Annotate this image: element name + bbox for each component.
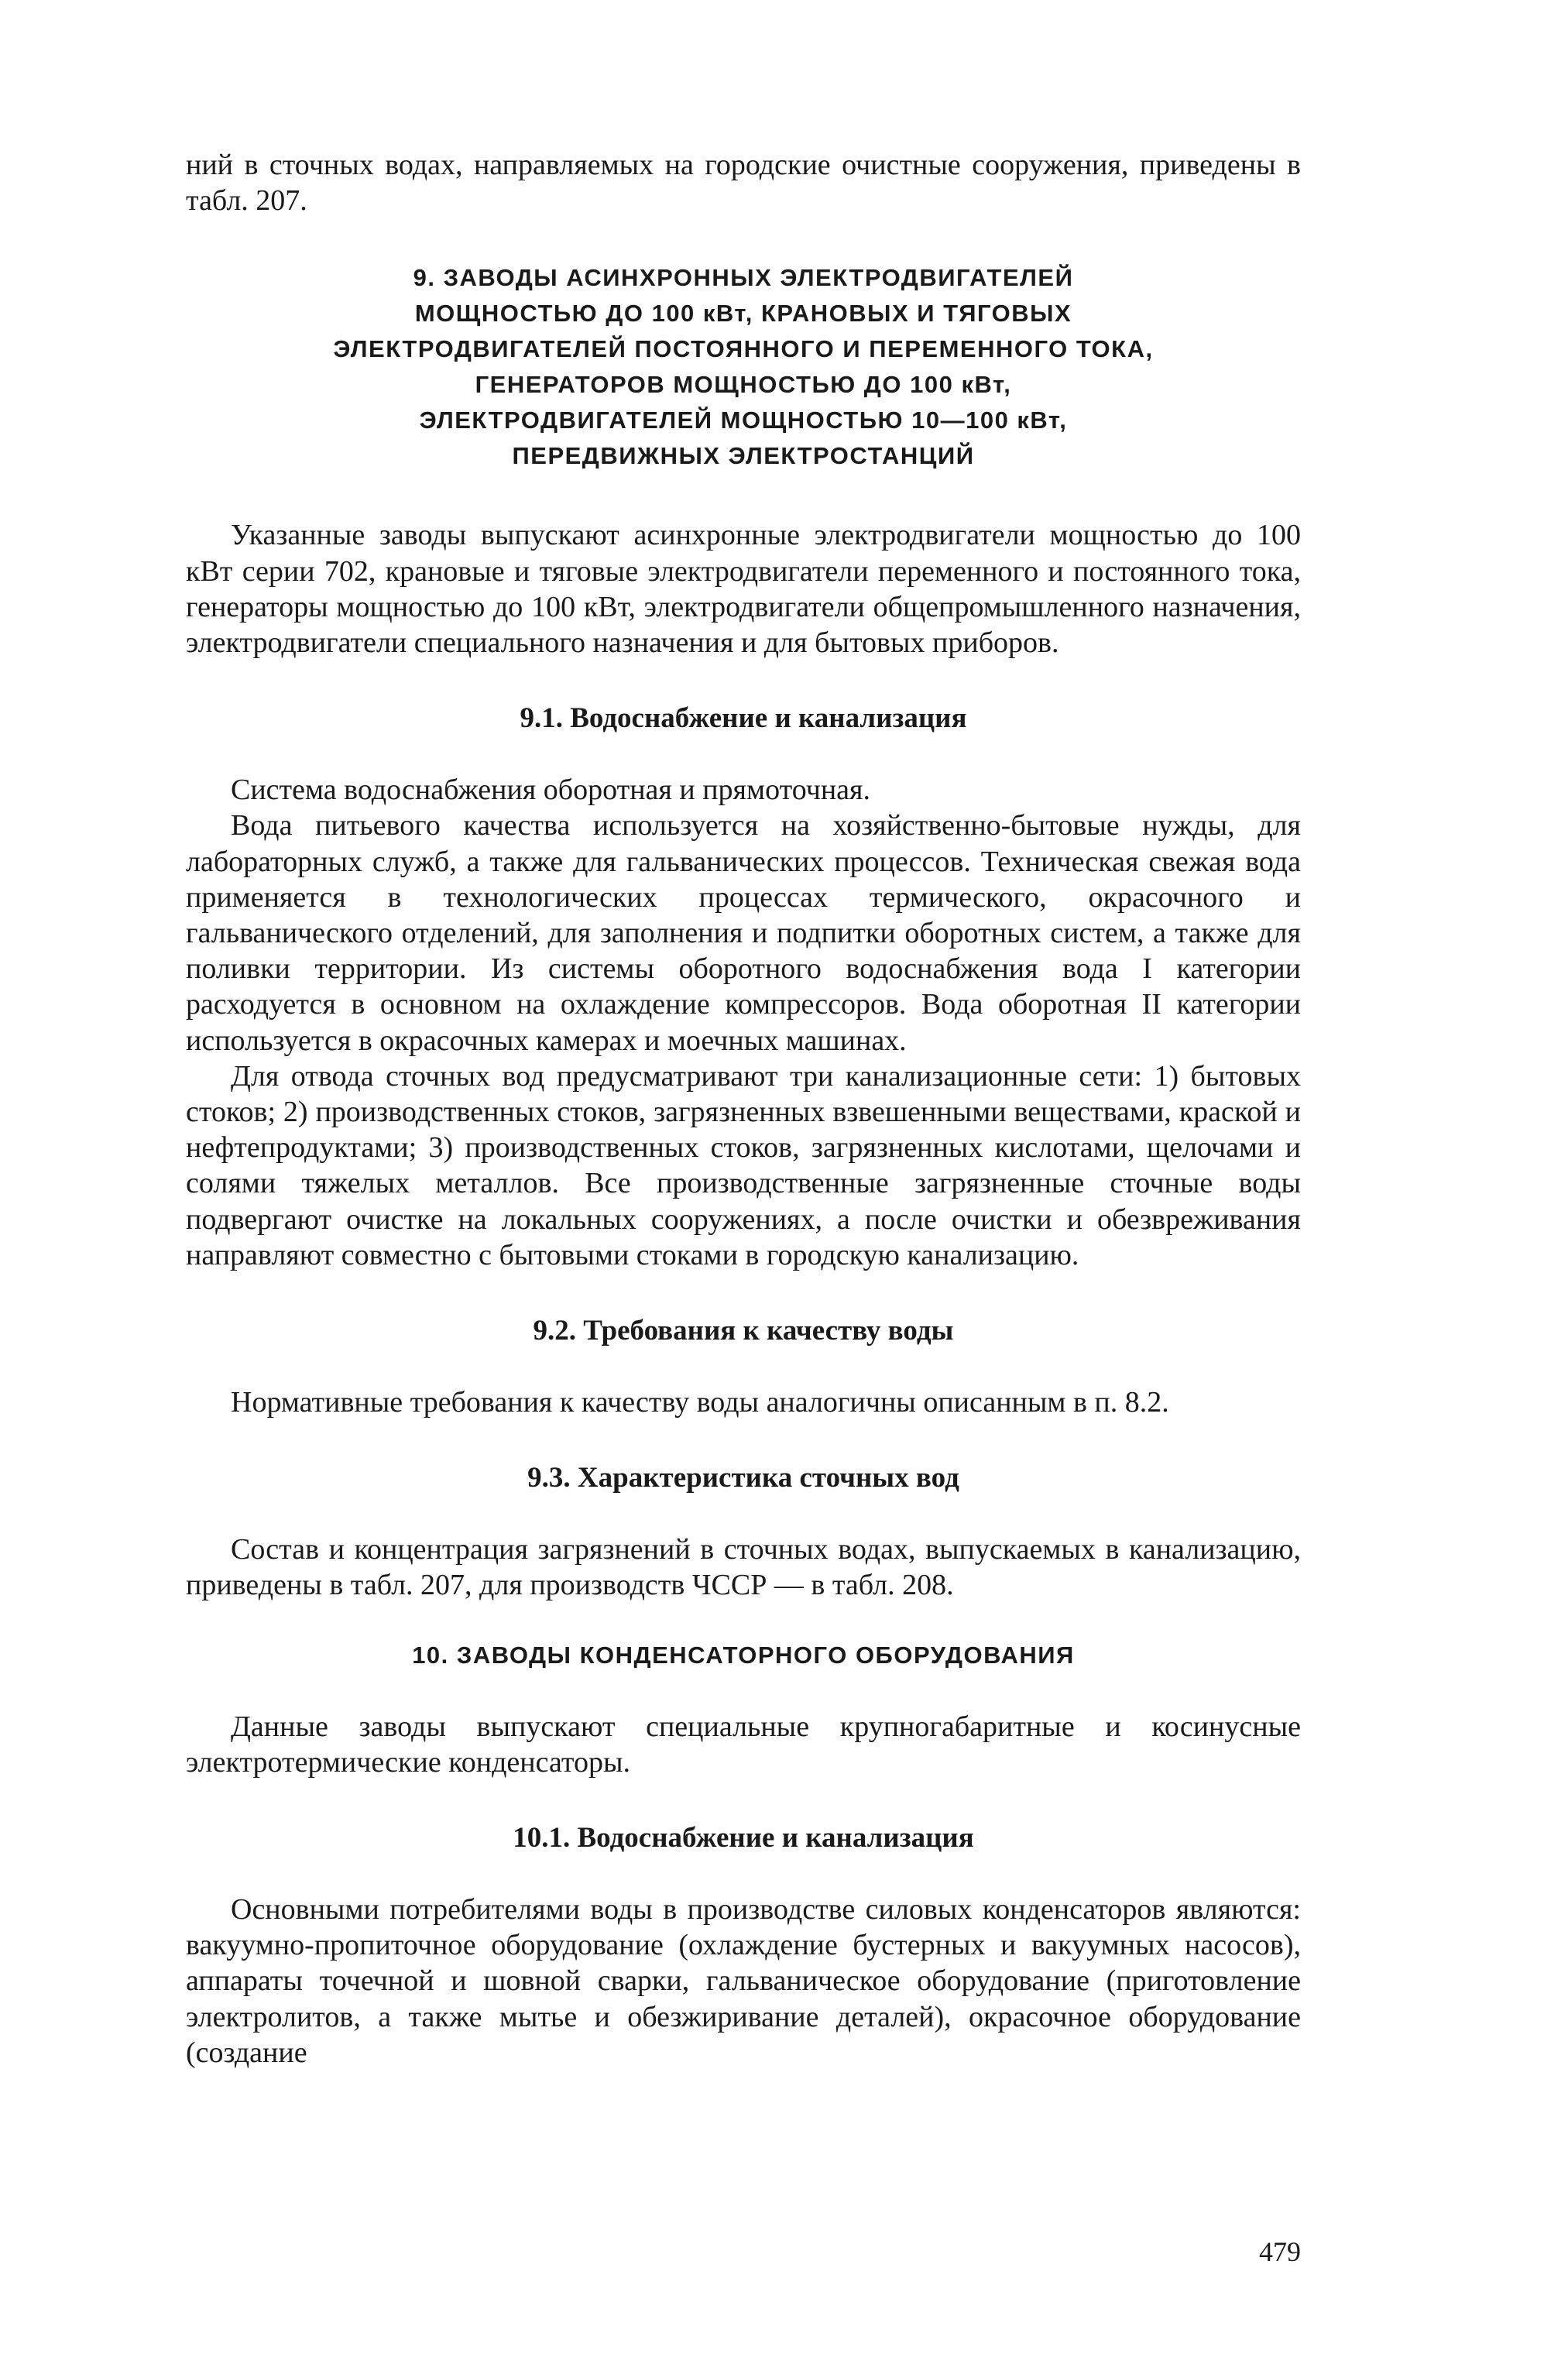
- section-9-1-paragraph-2: Вода питьевого качества используется на хозяйственно-бытовые нужды, для лабораторных служб, а также для гальванических процессов. Техническая свежая вода применяется в технологических процессах термического, окрасочного и гальванического отделений, для заполнения и подпитки оборотных систем, а также для поливки территории. Из системы оборотного водоснабжения вода I категории расходуется в основном на охлаждение компрессоров. Вода оборотная II категории используется в окрасочных камерах и моечных машинах.: [186, 809, 1301, 1057]
- page-number: 479: [1259, 2236, 1301, 2267]
- chapter-9-heading-line-2: МОЩНОСТЬЮ ДО 100 кВт, КРАНОВЫХ И ТЯГОВЫХ: [414, 300, 1072, 328]
- page-body: [186, 147, 1301, 2071]
- section-9-2-heading: 9.2. Требования к качеству воды: [533, 1315, 954, 1347]
- chapter-9-heading-line-6: ПЕРЕДВИЖНЫХ ЭЛЕКТРОСТАНЦИЙ: [512, 442, 975, 470]
- section-9-1-paragraph-1: Система водоснабжения оборотная и прямоточная.: [231, 774, 870, 807]
- section-10-1-paragraph-1: Основными потребителями воды в производстве силовых конденсаторов являются: вакуумно-пропиточное оборудование (охлаждение бустерных и вакуумных насосов), аппараты точечной и шовной сварки, гальваническое оборудование (приготовление электролитов, а также мытье и обезжиривание деталей), окрасочное оборудование (создание: [186, 1893, 1301, 2069]
- chapter-9-heading: [186, 260, 1301, 474]
- chapter-10-intro-paragraph: Данные заводы выпускают специальные крупногабаритные и косинусные электротермические конденсаторы.: [186, 1710, 1301, 1779]
- section-9-1-paragraph-3: Для отвода сточных вод предусматривают три канализационные сети: 1) бытовых стоков; 2) производственных стоков, загрязненных взвешенными веществами, краской и нефтепродуктами; 3) производственных стоков, загрязненных кислотами, щелочами и солями тяжелых металлов. Все производственные загрязненные сточные воды подвергают очистке на локальных сооружениях, а после очистки и обезвреживания направляют совместно с бытовыми стоками в городскую канализацию.: [186, 1059, 1301, 1271]
- chapter-10-heading: 10. ЗАВОДЫ КОНДЕНСАТОРНОГО ОБОРУДОВАНИЯ: [412, 1641, 1075, 1669]
- section-9-3-heading: 9.3. Характеристика сточных вод: [527, 1462, 959, 1494]
- chapter-9-intro-paragraph: Указанные заводы выпускают асинхронные электродвигатели мощностью до 100 кВт серии 702, крановые и тяговые электродвигатели переменного и постоянного тока, генераторы мощностью до 100 кВт, электродвигатели общепромышленного назначения, электродвигатели специального назначения и для бытовых приборов.: [186, 519, 1301, 660]
- section-9-1-heading: 9.1. Водоснабжение и канализация: [520, 702, 967, 735]
- section-10-1-heading: 10.1. Водоснабжение и канализация: [513, 1822, 974, 1854]
- chapter-9-heading-line-5: ЭЛЕКТРОДВИГАТЕЛЕЙ МОЩНОСТЬЮ 10—100 кВт,: [419, 407, 1068, 434]
- section-9-2-paragraph-1: Нормативные требования к качеству воды аналогичны описанным в п. 8.2.: [231, 1386, 1169, 1419]
- chapter-9-heading-line-3: ЭЛЕКТРОДВИГАТЕЛЕЙ ПОСТОЯННОГО И ПЕРЕМЕННОГО ТОКА,: [333, 335, 1154, 363]
- chapter-9-heading-line-4: ГЕНЕРАТОРОВ МОЩНОСТЬЮ ДО 100 кВт,: [475, 371, 1012, 399]
- intro-fragment: ний в сточных водах, направляемых на городские очистные сооружения, приведены в табл. 207.: [186, 149, 1301, 218]
- chapter-9-heading-line-1: 9. ЗАВОДЫ АСИНХРОННЫХ ЭЛЕКТРОДВИГАТЕЛЕЙ: [413, 264, 1074, 292]
- section-9-3-paragraph-1: Состав и концентрация загрязнений в сточных водах, выпускаемых в канализацию, приведены в табл. 207, для производств ЧССР — в табл. 208.: [186, 1533, 1301, 1602]
